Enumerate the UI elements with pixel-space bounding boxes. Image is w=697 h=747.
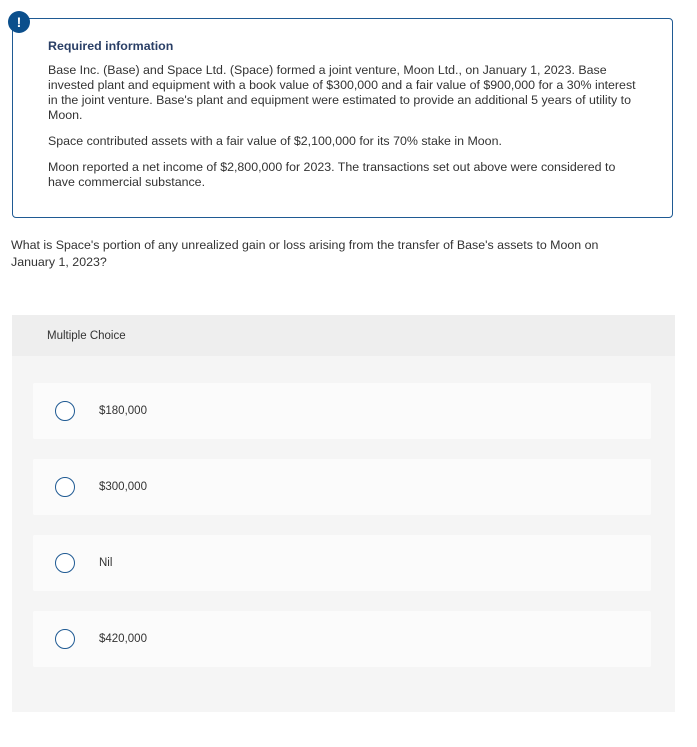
radio-button-icon[interactable] [55,629,75,649]
choice-option-3[interactable] [33,535,651,591]
radio-button-icon[interactable] [55,401,75,421]
choice-option-1[interactable] [33,383,651,439]
required-information-panel [12,18,673,218]
alert-icon: ! [8,11,30,33]
info-paragraph-1: Base Inc. (Base) and Space Ltd. (Space) formed a joint venture, Moon Ltd., on January 1, 2023. Base invested plant and equipment with a book value of $300,000 and a fair value of $900,000 for a 30% interest in the joint venture. Base's plant and equipment were estimated to provide an additional 5 years of utility to Moon. [48,63,636,122]
choice-label-1: $180,000 [99,405,147,417]
radio-button-icon[interactable] [55,477,75,497]
multiple-choice-panel [12,315,675,712]
question-text: What is Space's portion of any unrealized gain or loss arising from the transfer of Base's assets to Moon on January 1, 2023? [11,238,599,269]
info-paragraph-2: Space contributed assets with a fair value of $2,100,000 for its 70% stake in Moon. [48,134,502,148]
radio-button-icon[interactable] [55,553,75,573]
choice-label-3: Nil [99,557,113,569]
choice-option-2[interactable] [33,459,651,515]
multiple-choice-label: Multiple Choice [47,329,126,342]
info-paragraph-3: Moon reported a net income of $2,800,000 for 2023. The transactions set out above were considered to have commercial substance. [48,160,616,189]
choice-label-4: $420,000 [99,633,147,645]
choice-label-2: $300,000 [99,481,147,493]
multiple-choice-header [12,315,675,356]
info-title: Required information [48,39,174,53]
choice-option-4[interactable] [33,611,651,667]
